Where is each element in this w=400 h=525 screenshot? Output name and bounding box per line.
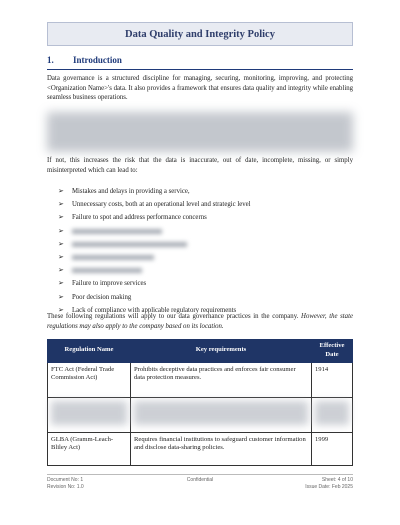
effective-date-cell: 1999: [312, 432, 353, 465]
list-item-redacted: [58, 251, 348, 264]
requirements-cell: Prohibits deceptive data practices and enforces fair consumer data protection measures.: [131, 362, 312, 397]
list-item: ➢ Unnecessary costs, both at an operational level and strategic level: [58, 198, 348, 211]
regulations-note: However, the state regulations may also apply to the company based on its location.: [47, 313, 353, 330]
arrow-right-icon: ➢: [58, 200, 64, 209]
effective-date-cell: [312, 397, 353, 432]
title-banner: [47, 22, 353, 46]
redacted-paragraph: [47, 112, 353, 152]
list-item: ➢ Lack of compliance with applicable regulatory requirements: [58, 304, 348, 317]
revision-number: Revision No: 1.0: [47, 484, 84, 490]
regulation-name-cell: FTC Act (Federal Trade Commission Act): [48, 362, 131, 397]
list-item-redacted: [58, 264, 348, 277]
table-row: [48, 362, 353, 397]
regulations-paragraph: These following regulations will apply to our data governance practices in the company. However, the state regulations may also apply to the company based on its location.: [47, 313, 353, 330]
requirements-cell: Requires financial institutions to safeguard customer information and disclose data-sharing policies.: [131, 432, 312, 465]
risk-paragraph: If not, this increases the risk that the data is inaccurate, out of date, incomplete, missing, or simply misinterpreted which can lead to:: [47, 157, 353, 174]
consequence-list: [58, 185, 348, 317]
arrow-right-icon: ➢: [58, 187, 64, 195]
list-item: ➢ Failure to improve services: [58, 277, 348, 290]
regulation-name-cell: [48, 397, 131, 432]
arrow-right-icon: ➢: [58, 213, 64, 222]
regulation-name-cell: GLBA (Gramm-Leach-Bliley Act): [48, 432, 131, 465]
issue-date: Issue Date: Feb 2025: [305, 484, 353, 490]
requirements-cell: [131, 397, 312, 432]
intro-paragraph: Data governance is a structured discipline for managing, securing, monitoring, improving, and protecting <Organization Name>'s data. It also provides a framework that ensures data quality and integrity while enabling seamless business operations.: [47, 75, 353, 102]
list-item-redacted: [58, 238, 348, 251]
arrow-right-icon: ➢: [58, 305, 64, 314]
sheet-number: Sheet: 4 of 10: [321, 477, 353, 483]
document-number: Document No: 1: [47, 477, 84, 483]
list-item: ➢ Poor decision making: [58, 291, 348, 304]
regulations-table: [47, 339, 353, 466]
arrow-right-icon: ➢: [58, 239, 64, 248]
footer-right: [305, 477, 353, 491]
table-row: [48, 432, 353, 465]
list-item-redacted: [58, 225, 348, 238]
arrow-right-icon: ➢: [58, 292, 64, 301]
header-key-requirements: Key requirements: [131, 340, 312, 363]
footer-classification: Confidential: [186, 477, 214, 483]
table-header-row: [48, 340, 353, 363]
table-row-redacted: [48, 397, 353, 432]
header-regulation-name: Regulation Name: [48, 340, 131, 363]
arrow-right-icon: ➢: [58, 279, 64, 288]
list-item: ➢ Mistakes and delays in providing a service,: [58, 185, 348, 198]
section-heading: [47, 55, 353, 70]
arrow-right-icon: ➢: [58, 252, 64, 261]
section-title: Introduction: [73, 55, 122, 65]
effective-date-cell: 1914: [312, 362, 353, 397]
arrow-right-icon: ➢: [58, 226, 64, 235]
page-title: Data Quality and Integrity Policy: [125, 28, 275, 40]
header-effective-date: Effective Date: [312, 340, 353, 363]
section-number: 1.: [47, 55, 54, 65]
list-item: ➢ Failure to spot and address performance concerns: [58, 211, 348, 224]
arrow-right-icon: ➢: [58, 266, 64, 275]
footer-divider: [47, 474, 353, 475]
